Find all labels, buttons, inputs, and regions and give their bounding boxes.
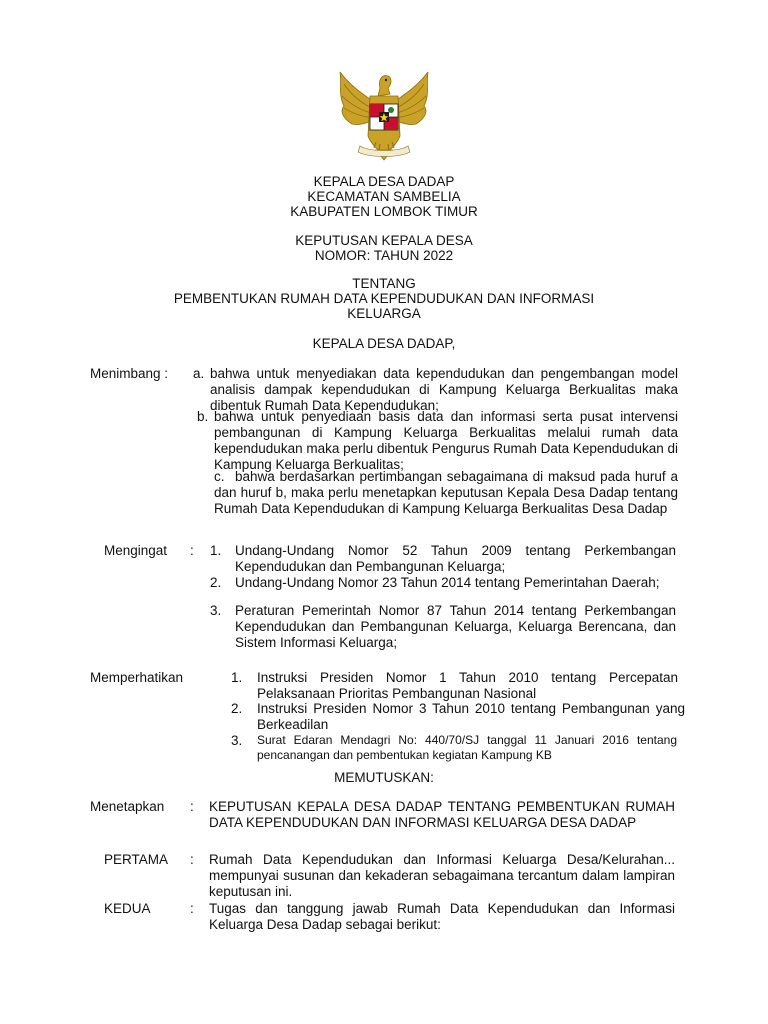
header-line-1: KEPALA DESA DADAP [313, 174, 455, 189]
memperhatikan-num-1: 1. [231, 670, 243, 685]
menimbang-item-c: bahwa berdasarkan pertimbangan sebagaimana di maksud pada huruf a dan huruf b, maka perlu menetapkan keputusan Kepala Desa Dadap tentang Rumah Data Kependudukan di Kampung Keluarga Berkualitas Desa Dadap [214, 469, 678, 516]
mengingat-colon: : [190, 543, 194, 558]
header-line-3: KABUPATEN LOMBOK TIMUR [290, 204, 478, 219]
mengingat-item-1: Undang-Undang Nomor 52 Tahun 2009 tentang Perkembangan Kependudukan dan Pembangunan Keluarga; [235, 543, 676, 574]
menimbang-item-a: bahwa untuk menyediakan data kependudukan dan pengembangan model analisis dampak kependudukan di Kampung Keluarga Berkualitas maka dibentuk Rumah Data Kependudukan; [210, 366, 678, 413]
pertama-colon: : [190, 852, 194, 867]
menimbang-marker-c: c. [214, 469, 225, 484]
menimbang-marker-a: a. [193, 366, 205, 381]
pertama-text: Rumah Data Kependudukan dan Informasi Keluarga Desa/Kelurahan... mempunyai susunan dan kekaderan sebagaimana tercantum dalam lampiran keputusan ini. [209, 852, 675, 899]
subject-line-2: KELUARGA [347, 306, 421, 321]
menetapkan-text: KEPUTUSAN KEPALA DESA DADAP TENTANG PEMBENTUKAN RUMAH DATA KEPENDUDUKAN DAN INFORMASI KELUARGA DESA DADAP [209, 799, 675, 830]
menimbang-item-b: bahwa untuk penyediaan basis data dan informasi serta pusat intervensi pembangunan di Kampung Keluarga Berkualitas melalui rumah data kependudukan maka perlu dibentuk Pengurus Rumah Data Kependudukan di Kampung Keluarga Berkualitas; [214, 409, 678, 472]
memperhatikan-item-3: Surat Edaran Mendagri No: 440/70/SJ tanggal 11 Januari 2016 tentang pencanangan dan pembentukan kegiatan Kampung KB [257, 733, 677, 762]
mengingat-item-3: Peraturan Pemerintah Nomor 87 Tahun 2014 tentang Perkembangan Kependudukan dan Pembangunan Keluarga, Keluarga Berencana, dan Sistem Informasi Keluarga; [235, 603, 676, 650]
decree-title: KEPUTUSAN KEPALA DESA [295, 233, 473, 248]
menimbang-marker-b: b. [197, 409, 209, 424]
subject-line-1: PEMBENTUKAN RUMAH DATA KEPENDUDUKAN DAN INFORMASI [173, 291, 595, 306]
garuda-pancasila-emblem [330, 66, 438, 162]
mengingat-num-2: 2. [210, 575, 222, 590]
menetapkan-label: Menetapkan [90, 799, 165, 814]
memperhatikan-item-2: Instruksi Presiden Nomor 3 Tahun 2010 tentang Pembangunan yang Berkeadilan [257, 701, 685, 732]
kedua-colon: : [190, 901, 194, 916]
memperhatikan-item-1: Instruksi Presiden Nomor 1 Tahun 2010 tentang Percepatan Pelaksanaan Prioritas Pembangunan Nasional [257, 670, 678, 701]
issuer-line: KEPALA DESA DADAP, [312, 336, 456, 351]
menimbang-label: Menimbang : [90, 366, 169, 381]
kedua-label: KEDUA [104, 901, 151, 916]
memperhatikan-num-2: 2. [231, 701, 243, 716]
decree-number: NOMOR: TAHUN 2022 [314, 248, 454, 263]
mengingat-label: Mengingat [104, 543, 168, 558]
header-line-2: KECAMATAN SAMBELIA [307, 189, 461, 204]
mengingat-num-1: 1. [210, 543, 222, 558]
menetapkan-colon: : [190, 799, 194, 814]
memperhatikan-num-3: 3. [231, 733, 243, 748]
mengingat-item-2: Undang-Undang Nomor 23 Tahun 2014 tentang Pemerintahan Daerah; [235, 575, 660, 590]
memperhatikan-label: Memperhatikan [90, 670, 184, 685]
kedua-text: Tugas dan tanggung jawab Rumah Data Kependudukan dan Informasi Keluarga Desa Dadap sebagai berikut: [209, 901, 675, 932]
about-label: TENTANG [352, 276, 416, 291]
pertama-label: PERTAMA [104, 852, 169, 867]
memutuskan-heading: MEMUTUSKAN: [334, 770, 434, 785]
mengingat-num-3: 3. [210, 603, 222, 618]
